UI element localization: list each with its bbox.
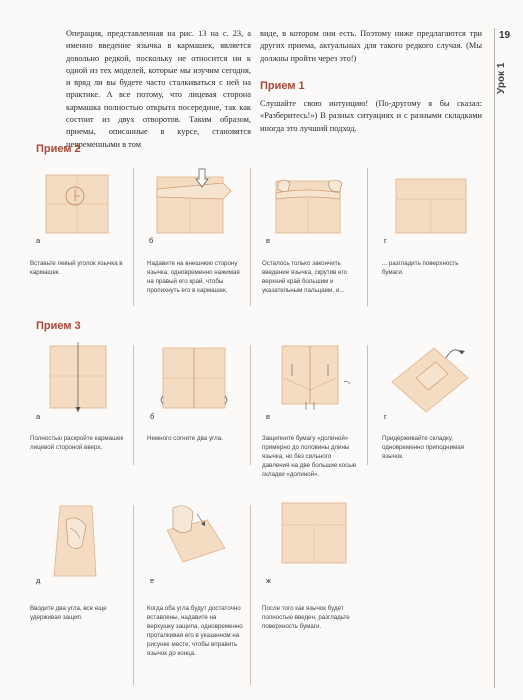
method2-heading: Прием 2 (36, 143, 81, 155)
column-divider (133, 345, 134, 465)
method2-letter-a: а (36, 236, 41, 245)
method3-letter-g: ж (266, 576, 272, 585)
column-divider (133, 505, 134, 685)
page-number: 19 (499, 30, 511, 41)
column-divider (250, 345, 251, 465)
method3-heading: Прием 3 (36, 320, 81, 332)
method3-caption-c: Защипните бумагу «долиной» примерно до половины длины язычка, но без сильного давления на две большие косые складки «долиной». (262, 435, 357, 478)
method3-letter-e: д (36, 576, 41, 585)
method3-letter-d: г (384, 412, 387, 421)
method2-letter-d: г (384, 236, 387, 245)
method1-heading: Прием 1 (260, 80, 305, 92)
method3-caption-f: Когда оба угла будут достаточно вставлены, надавите на верхушку защипа, одновременно проталкивая его в указанном на рисунке месте, чтобы вправить язычок до конца. (147, 605, 243, 657)
method3-figure-g (262, 495, 356, 575)
intro-paragraph-left: Операция, представленная на рис. 13 на с. 23, а именно введение язычка в кармашек, является довольно редкой, поскольку не относится ни к одной из тех моделей, которые мы изучим сегодня, и вряд ли вы будете часто сталкиваться с ней на практике. А все потому, что лицевая сторона кармашка полностью открыта посередине, так как состоит из двух отворотов. Таким образом, приемы, описанные в курсе, становятся непременными в том (66, 29, 251, 149)
method2-caption-d: ... разгладить поверхность бумаги. (382, 260, 459, 276)
method2-caption-b: Надавите на внешнюю сторону язычка, одновременно нажимая на правый его край, чтобы пропихнуть его в кармашек. (147, 260, 240, 294)
method3-figure-e (30, 500, 124, 580)
column-divider (367, 345, 368, 465)
method3-caption-g: После того как язычок будет полностью введен, разгладьте поверхность бумаги. (262, 605, 350, 630)
method2-figure-c (262, 165, 356, 245)
method3-caption-a: Полностью раскройте кармашек лицевой стороной вверх. (30, 435, 124, 451)
method3-figure-a (30, 338, 124, 418)
method3-letter-b: б (150, 412, 155, 421)
method3-letter-c: в (266, 412, 270, 421)
method3-caption-e: Вводите два угла, все еще удерживая защип. (30, 605, 107, 621)
method3-figure-d (382, 338, 476, 418)
column-divider (133, 168, 134, 306)
method2-caption-c: Осталось только закончить введение язычка, скрутив его верхний край большим и указательным пальцами, и... (262, 260, 348, 294)
method3-caption-b: Немного согните два угла. (147, 435, 223, 442)
method2-figure-d (382, 165, 476, 245)
method3-letter-f: е (150, 576, 155, 585)
method2-caption-a: Вставьте левый уголок язычка в кармашек. (30, 260, 123, 276)
column-divider (250, 505, 251, 685)
intro-paragraph-right: виде, в котором они есть. Поэтому ниже предлагаются три других приема, актуальных для такого редкого случая. (Мы должны пройти через это!) (260, 29, 482, 63)
method2-letter-c: в (266, 236, 270, 245)
gutter-rule (494, 28, 495, 688)
column-divider (367, 168, 368, 306)
method2-figure-b (147, 165, 241, 245)
lesson-tab: Урок 1 (496, 62, 507, 94)
column-divider (250, 168, 251, 306)
method3-letter-a: а (36, 412, 41, 421)
method3-figure-f (147, 500, 241, 580)
method3-figure-c (262, 338, 356, 418)
method2-figure-a (30, 165, 124, 245)
method1-text: Слушайте свою интуицию! (По-другому я бы сказал: «Разберитесь!») В разных ситуациях и с разными складками иногда это лучший подход. (260, 99, 482, 133)
method3-figure-b (147, 338, 241, 418)
method3-caption-d: Придерживайте складку, одновременно приподнимая язычок. (382, 435, 465, 460)
method2-letter-b: б (149, 236, 154, 245)
